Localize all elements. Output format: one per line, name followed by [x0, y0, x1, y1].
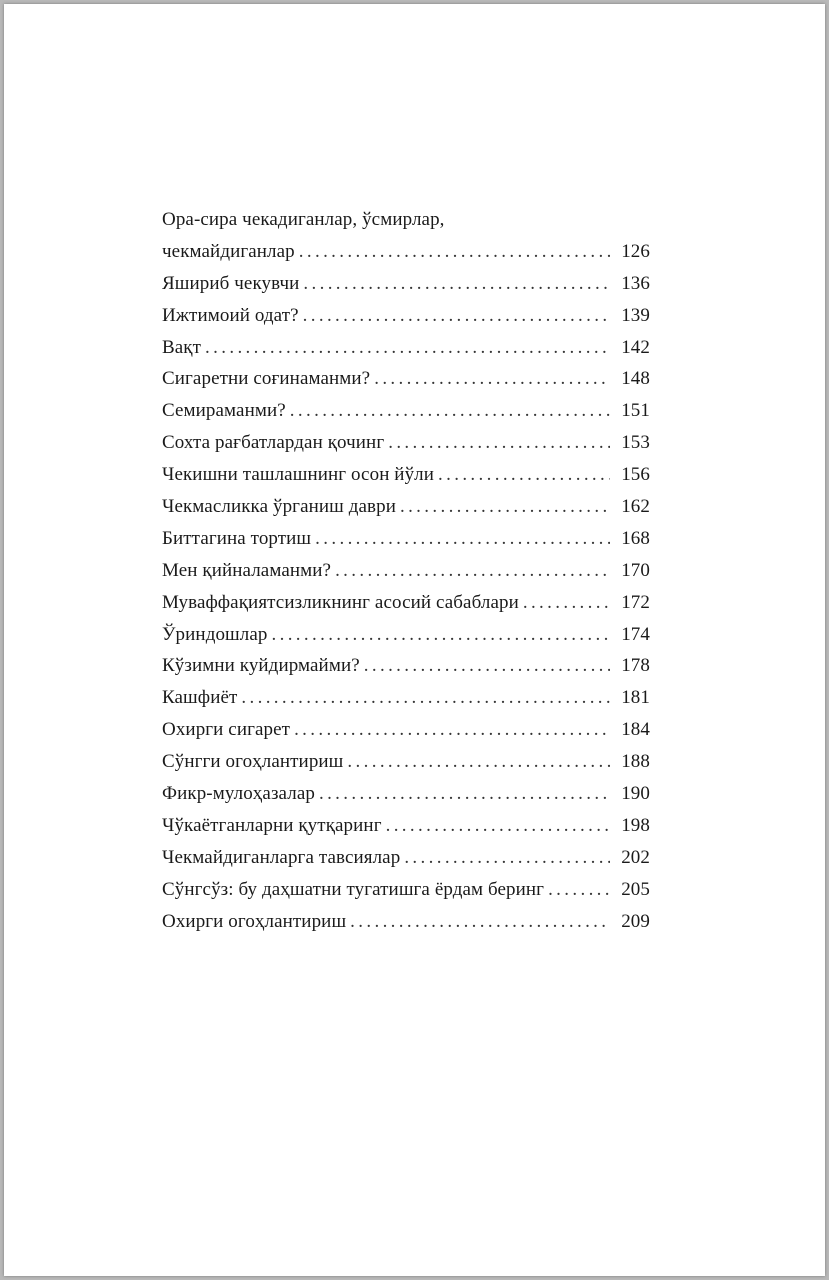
- dot-leader: [205, 332, 610, 364]
- toc-entry-title: Сигаретни соғинаманми?: [162, 368, 371, 390]
- toc-entry: [162, 587, 650, 619]
- toc-entry: [162, 236, 650, 268]
- dot-leader: [388, 427, 610, 459]
- toc-page-number: 181: [621, 687, 650, 709]
- toc-entry-title: Ора-сира чекадиганлар, ўсмирлар,: [162, 209, 445, 230]
- toc-entry: [162, 714, 650, 746]
- toc-page-number: 190: [621, 783, 650, 805]
- toc-page-number: 148: [621, 368, 650, 390]
- dot-leader: [347, 746, 610, 778]
- toc-entry: [162, 459, 650, 491]
- toc-entry: [162, 555, 650, 587]
- dot-leader: [303, 300, 610, 332]
- dot-leader: [438, 459, 610, 491]
- toc-page-number: 126: [621, 240, 650, 262]
- toc-entry: [162, 427, 650, 459]
- toc-entry: [162, 395, 650, 427]
- dot-leader: [294, 714, 610, 746]
- toc-entry: [162, 363, 650, 395]
- toc-entry: [162, 332, 650, 364]
- toc-entry: [162, 778, 650, 810]
- toc-page-number: 174: [621, 623, 650, 645]
- dot-leader: [400, 491, 610, 523]
- toc-page-number: 172: [621, 591, 650, 613]
- dot-leader: [319, 778, 610, 810]
- toc-page-number: 156: [621, 464, 650, 486]
- toc-entry-title: Чекмайдиганларга тавсиялар: [162, 846, 401, 868]
- toc-entry-title: Сохта рағбатлардан қочинг: [162, 432, 385, 454]
- dot-leader: [374, 363, 610, 395]
- toc-entry: [162, 746, 650, 778]
- toc-page-number: 139: [621, 304, 650, 326]
- toc-entry: [162, 619, 650, 651]
- dot-leader: [350, 906, 610, 938]
- dot-leader: [386, 810, 610, 842]
- toc-page-number: 209: [621, 910, 650, 932]
- toc-entry: [162, 523, 650, 555]
- toc-entry: [162, 650, 650, 682]
- toc-entry-title: Чўкаётганларни қутқаринг: [162, 814, 382, 836]
- toc-entry-title: Ижтимоий одат?: [162, 304, 299, 326]
- dot-leader: [272, 619, 611, 651]
- toc-entry: [162, 491, 650, 523]
- toc-entry-title: Чекмасликка ўрганиш даври: [162, 496, 396, 518]
- toc-entry: [162, 874, 650, 906]
- toc-entry-title: Сўнгги огоҳлантириш: [162, 751, 344, 773]
- toc-page-number: 142: [621, 336, 650, 358]
- toc-page-number: 151: [621, 400, 650, 422]
- dot-leader: [404, 842, 610, 874]
- toc-entry: [162, 682, 650, 714]
- toc-entry: [162, 300, 650, 332]
- toc-entry-line: [162, 204, 650, 236]
- dot-leader: [548, 874, 610, 906]
- toc-entry-title: Охирги огоҳлантириш: [162, 910, 347, 932]
- dot-leader: [241, 682, 610, 714]
- dot-leader: [335, 555, 610, 587]
- toc-entry-title: Сўнгсўз: бу даҳшатни тугатишга ёрдам беринг: [162, 878, 545, 900]
- dot-leader: [523, 587, 610, 619]
- dot-leader: [315, 523, 610, 555]
- toc-page-number: 184: [621, 719, 650, 741]
- toc-entry: [162, 810, 650, 842]
- toc-entry: [162, 842, 650, 874]
- toc-entry-title: Муваффақиятсизликнинг асосий сабаблари: [162, 591, 519, 613]
- toc-entry-title: Чекишни ташлашнинг осон йўли: [162, 464, 435, 486]
- toc-entry-title: Ўриндошлар: [162, 623, 268, 645]
- toc-page-number: 205: [621, 878, 650, 900]
- toc-entry: [162, 906, 650, 938]
- toc-page-number: 202: [621, 846, 650, 868]
- table-of-contents: [162, 204, 650, 937]
- toc-page-number: 162: [621, 496, 650, 518]
- dot-leader: [364, 650, 610, 682]
- toc-page-number: 178: [621, 655, 650, 677]
- toc-entry-title: Кўзимни куйдирмайми?: [162, 655, 360, 677]
- toc-entry-title: чекмайдиганлар: [162, 240, 295, 262]
- toc-page-number: 170: [621, 559, 650, 581]
- toc-page-number: 198: [621, 814, 650, 836]
- toc-page-number: 136: [621, 272, 650, 294]
- toc-entry-title: Охирги сигарет: [162, 719, 291, 741]
- dot-leader: [290, 395, 610, 427]
- book-page: [4, 4, 825, 1276]
- dot-leader: [299, 236, 610, 268]
- toc-entry-title: Кашфиёт: [162, 687, 238, 709]
- toc-entry-title: Яшириб чекувчи: [162, 272, 300, 294]
- toc-entry-title: Семираманми?: [162, 400, 286, 422]
- toc-page-number: 168: [621, 527, 650, 549]
- toc-entry-title: Вақт: [162, 336, 202, 358]
- toc-entry-title: Мен қийналаманми?: [162, 559, 332, 581]
- dot-leader: [303, 268, 610, 300]
- toc-entry-title: Фикр-мулоҳазалар: [162, 783, 315, 805]
- toc-entry: [162, 268, 650, 300]
- toc-page-number: 153: [621, 432, 650, 454]
- toc-page-number: 188: [621, 751, 650, 773]
- toc-entry-title: Биттагина тортиш: [162, 527, 312, 549]
